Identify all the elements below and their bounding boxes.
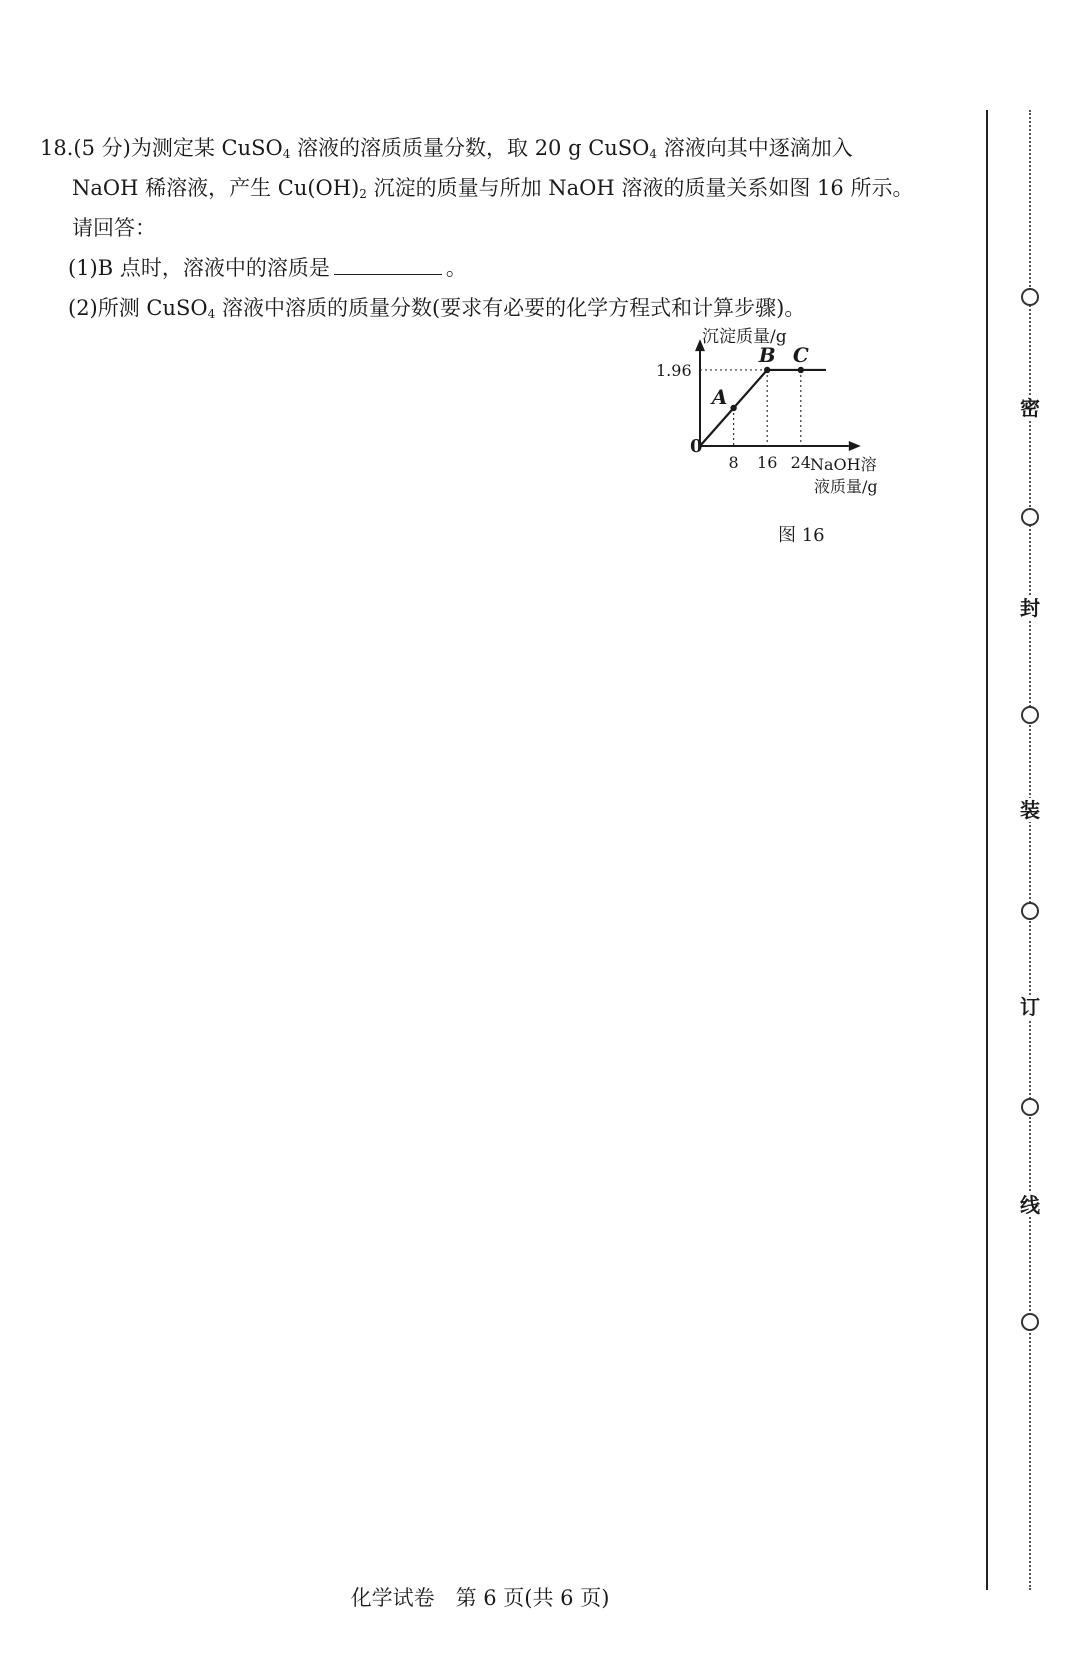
binding-ring [1021,508,1039,526]
data-point-C [798,367,804,373]
y-tick-label: 1.96 [656,360,692,380]
question-stem-line-1 [40,128,940,168]
stem-text: 溶液向其中逐滴加入 [657,136,853,160]
x-tick-label: 16 [757,453,778,472]
stem-text: NaOH 稀溶液，产生 Cu(OH) [72,176,360,200]
question-score: (5 分) [73,136,131,160]
subscript: 4 [649,147,658,161]
sub-question-text: (2)所测 CuSO [68,296,208,320]
y-axis-label: 沉淀质量/g [702,327,787,347]
sub-question-text: 。 [445,256,467,280]
point-label-C: C [792,342,809,367]
binding-dotted-line [1029,110,1031,1590]
question-stem-line-2 [40,168,940,208]
sub-question-text: (1)B 点时，溶液中的溶质是 [68,256,330,280]
subscript: 4 [207,307,216,321]
binding-ring [1021,1098,1039,1116]
figure-caption: 图 16 [778,525,825,546]
stem-text: 溶液的溶质质量分数，取 20 g CuSO [290,136,650,160]
stem-text: 沉淀的质量与所加 NaOH 溶液的质量关系如图 16 所示。 [366,176,914,200]
binding-line [986,110,988,1590]
x-axis-label-line-2: 液质量/g [814,477,878,496]
x-tick-label: 24 [790,453,811,472]
sub-question-1 [40,248,940,288]
page-footer [0,1582,960,1612]
question-prompt: 请回答： [72,216,156,240]
binding-ring [1021,288,1039,306]
footer-page-number: 第 6 页(共 6 页) [455,1586,610,1610]
x-axis-label-line-1: NaOH溶 [810,455,877,474]
data-point-A [730,405,736,411]
binding-label-feng: 封 [1020,596,1040,620]
question-18 [40,128,940,328]
binding-ring [1021,1313,1039,1331]
x-axis-arrow [849,441,861,451]
binding-label-zhuang: 装 [1020,798,1040,822]
binding-margin [986,110,1058,1590]
binding-label-mi: 密 [1020,396,1040,420]
origin-label: 0 [690,436,703,457]
binding-label-ding: 订 [1020,995,1040,1019]
binding-label-xian: 线 [1020,1193,1040,1217]
subscript: 2 [359,187,367,201]
point-label-A: A [711,384,728,409]
point-label-B: B [758,342,776,367]
x-tick-label: 8 [728,453,739,472]
binding-ring [1021,706,1039,724]
answer-blank[interactable] [334,254,442,275]
stem-text: 为测定某 CuSO [130,136,283,160]
precipitate-chart [656,327,930,544]
footer-subject: 化学试卷 [350,1586,435,1610]
data-point-B [764,367,770,373]
binding-ring [1021,902,1039,920]
question-number: 18. [40,136,74,160]
sub-question-2 [40,288,940,328]
subscript: 4 [282,147,291,161]
sub-question-text: 溶液中溶质的质量分数(要求有必要的化学方程式和计算步骤)。 [215,296,806,320]
